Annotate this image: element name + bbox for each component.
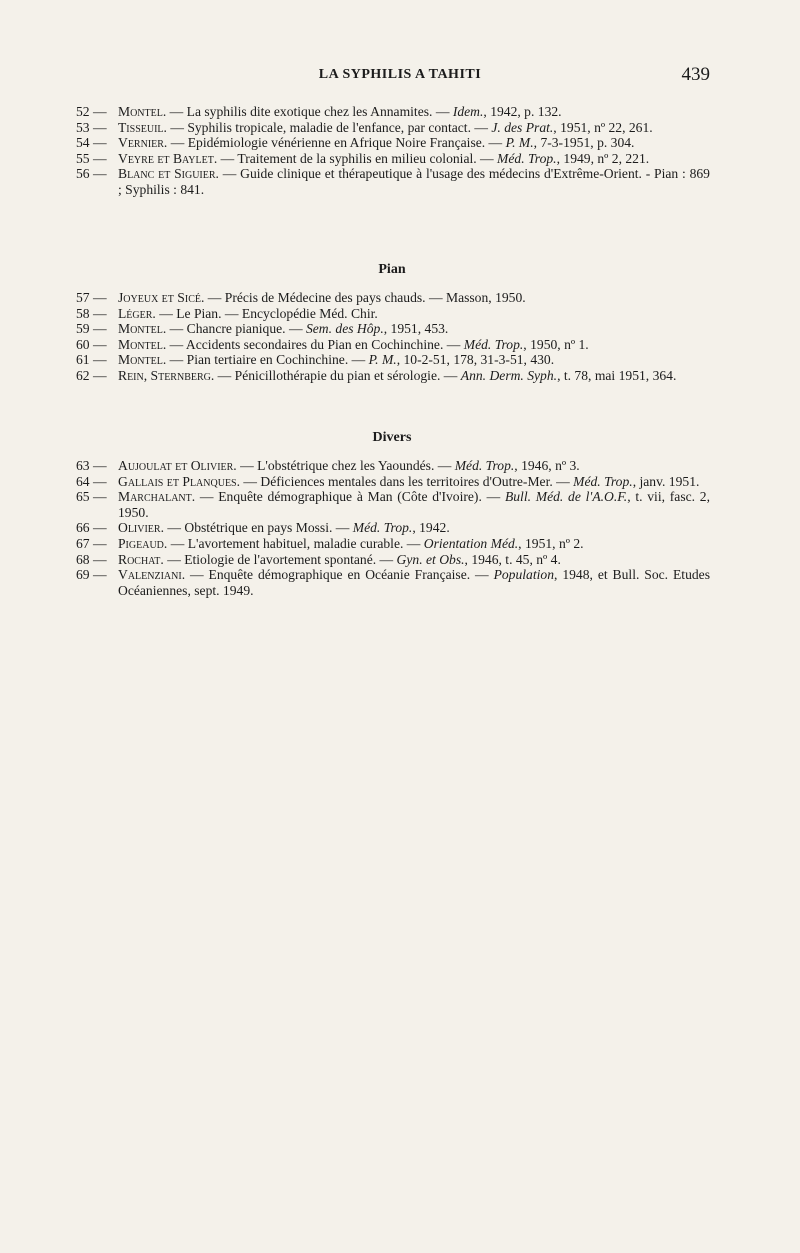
- running-title: LA SYPHILIS A TAHITI: [318, 67, 482, 82]
- reference-item: 61 — Montel. — Pian tertiaire en Cochinchine. — P. M., 10-2-51, 178, 31-3-51, 430.: [76, 352, 555, 368]
- reference-item: 53 — Tisseuil. — Syphilis tropicale, maladie de l'enfance, par contact. — J. des Prat., 1951, nº 22, 261.: [76, 119, 653, 135]
- reference-item: 59 — Montel. — Chancre pianique. — Sem. des Hôp., 1951, 453.: [76, 321, 449, 337]
- reference-item: 65 — Marchalant. — Enquête démographique à Man (Côte d'Ivoire). — Bull. Méd. de l'A.O.F., t. vii, fasc. 2, 1950.: [76, 489, 710, 520]
- reference-item: 52 — Montel. — La syphilis dite exotique chez les Annamites. — Idem., 1942, p. 132.: [76, 104, 562, 119]
- references-section: [74, 104, 710, 198]
- reference-item: 62 — Rein, Sternberg. — Pénicillothérapie du pian et sérologie. — Ann. Derm. Syph., t. 78, mai 1951, 364.: [76, 367, 677, 383]
- reference-item: 58 — Léger. — Le Pian. — Encyclopédie Méd. Chir.: [76, 305, 378, 321]
- reference-item: 57 — Joyeux et Sicé. — Précis de Médecine des pays chauds. — Masson, 1950.: [76, 290, 526, 305]
- reference-item: 56 — Blanc et Siguier. — Guide clinique et thérapeutique à l'usage des médecins d'Extrême-Orient. - Pian : 869 ; Syphilis : 841.: [76, 166, 710, 197]
- reference-item: 55 — Veyre et Baylet. — Traitement de la syphilis en milieu colonial. — Méd. Trop., 1949, nº 2, 221.: [76, 150, 650, 166]
- reference-item: 69 — Valenziani. — Enquête démographique en Océanie Française. — Population, 1948, et Bull. Soc. Etudes Océaniennes, sept. 1949.: [76, 567, 710, 598]
- section-divers: [74, 430, 710, 598]
- reference-item: 63 — Aujoulat et Olivier. — L'obstétrique chez les Yaoundés. — Méd. Trop., 1946, nº 3.: [76, 458, 580, 473]
- section-pian: [74, 262, 710, 384]
- reference-item: 60 — Montel. — Accidents secondaires du Pian en Cochinchine. — Méd. Trop., 1950, nº 1.: [76, 336, 589, 352]
- reference-item: 66 — Olivier. — Obstétrique en pays Mossi. — Méd. Trop., 1942.: [76, 520, 450, 536]
- reference-item: 64 — Gallais et Planques. — Déficiences mentales dans les territoires d'Outre-Mer. — Méd. Trop., janv. 1951.: [76, 473, 700, 489]
- reference-item: 68 — Rochat. — Etiologie de l'avortement spontané. — Gyn. et Obs., 1946, t. 45, nº 4.: [76, 551, 561, 567]
- section-heading: Pian: [378, 262, 406, 277]
- reference-item: 67 — Pigeaud. — L'avortement habituel, maladie curable. — Orientation Méd., 1951, nº 2.: [76, 535, 584, 551]
- page-number: 439: [681, 64, 710, 85]
- reference-item: 54 — Vernier. — Epidémiologie vénérienne en Afrique Noire Française. — P. M., 7-3-1951, p. 304.: [76, 135, 635, 151]
- section-heading: Divers: [372, 430, 412, 445]
